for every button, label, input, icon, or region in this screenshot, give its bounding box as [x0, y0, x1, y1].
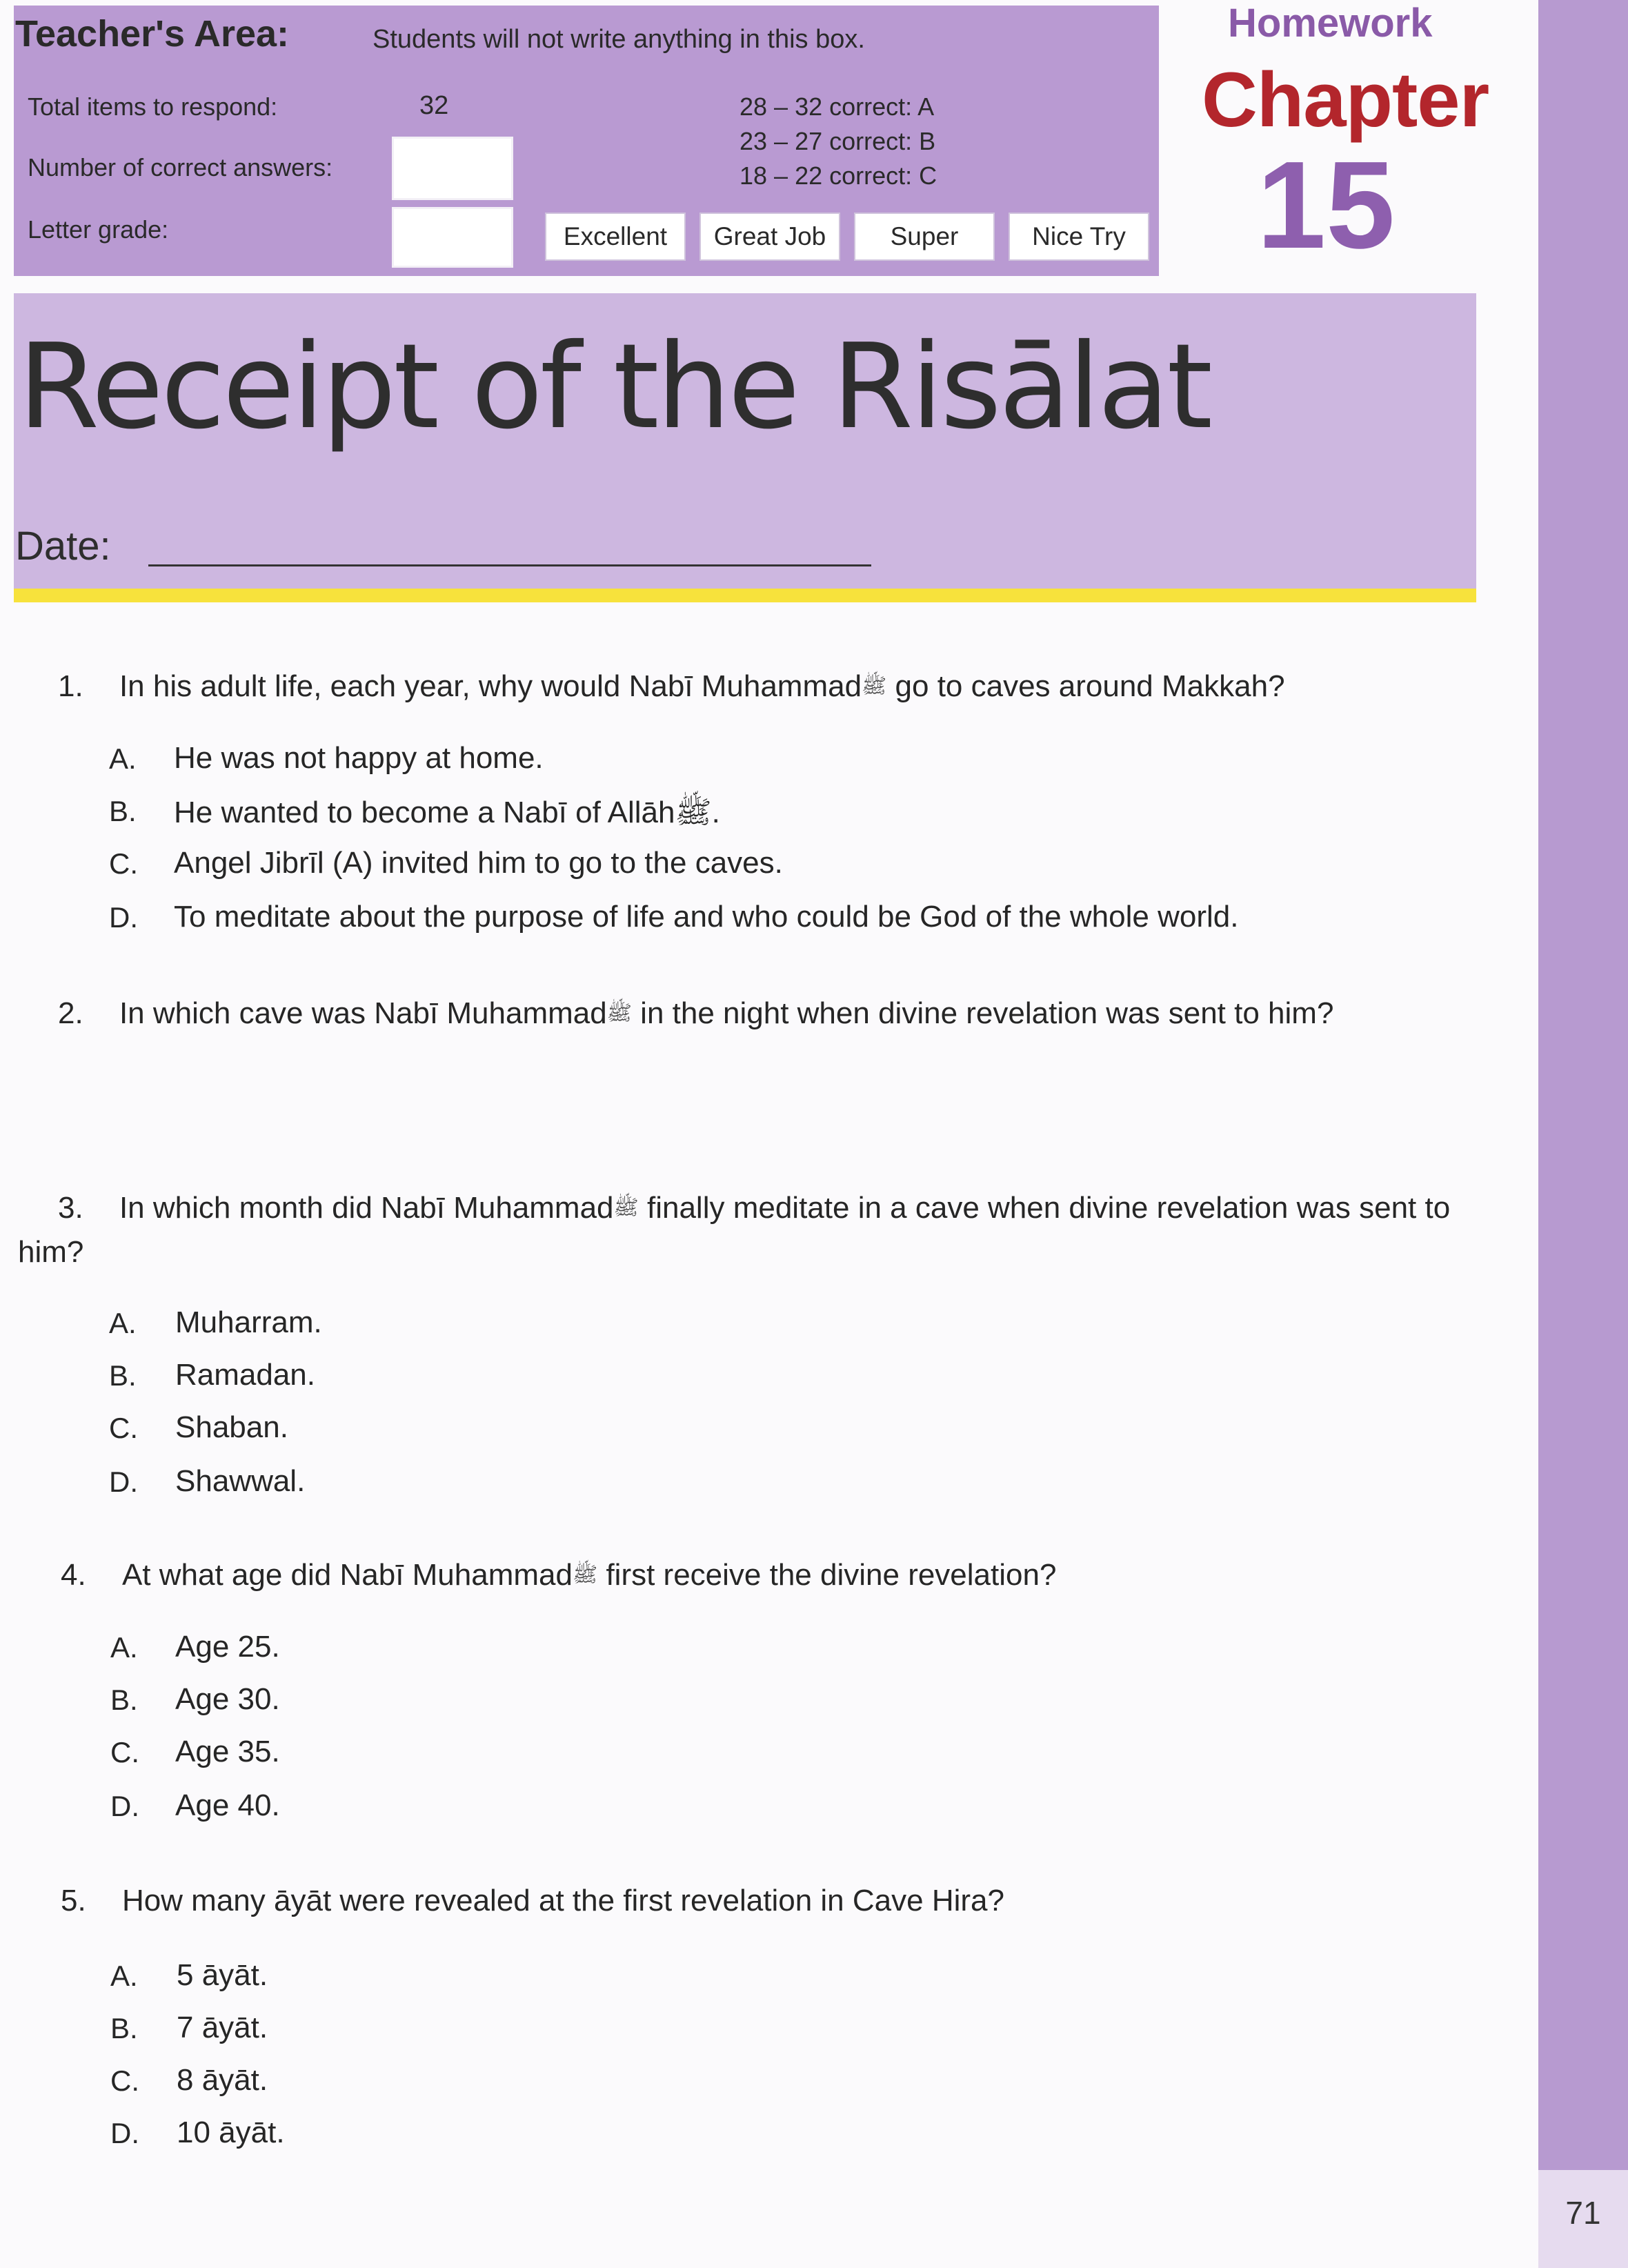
- option-text: 5 āyāt.: [177, 1958, 268, 1992]
- homework-label: Homework: [1228, 1, 1433, 46]
- page-number: 71: [1565, 2195, 1601, 2231]
- option-text: 8 āyāt.: [177, 2063, 268, 2097]
- option-text: He wanted to become a Nabī of Allāhﷺ.: [174, 796, 720, 829]
- option-letter: C.: [109, 847, 138, 880]
- question-number: 2.: [58, 996, 83, 1030]
- option-letter: D.: [110, 2117, 139, 2149]
- option-letter: D.: [110, 1790, 139, 1822]
- option-text: Muharram.: [175, 1305, 322, 1339]
- option-text: Age 30.: [175, 1682, 280, 1716]
- teacher-area-note: Students will not write anything in this box.: [373, 25, 865, 54]
- option-letter: B.: [109, 1359, 137, 1392]
- letter-grade-input[interactable]: [392, 207, 513, 268]
- option-text: Age 40.: [175, 1788, 280, 1822]
- question-text: In which month did Nabī Muhammad: [119, 1191, 614, 1225]
- question-number: 3.: [58, 1191, 83, 1225]
- question-text-end: go to caves around Makkah?: [886, 669, 1285, 703]
- honorific-glyph: ﷺ: [572, 1563, 598, 1586]
- question-3: [58, 1191, 1450, 1225]
- sidebar-stripe: [1538, 0, 1628, 2170]
- option-text: Angel Jibrīl (A) invited him to go to the caves.: [174, 846, 783, 880]
- option-letter: B.: [110, 1684, 138, 1716]
- option-text: 7 āyāt.: [177, 2011, 268, 2044]
- option-letter: A.: [110, 1631, 138, 1664]
- teacher-area-title: Teacher's Area:: [15, 13, 290, 55]
- option-letter: A.: [109, 1307, 137, 1339]
- question-1: [58, 669, 1285, 704]
- option-letter: B.: [109, 795, 137, 827]
- honorific-glyph: ﷺ: [606, 1001, 632, 1025]
- option-letter: C.: [110, 1736, 139, 1768]
- option-letter: D.: [109, 1466, 138, 1498]
- option-letter: C.: [110, 2064, 139, 2097]
- question-number: 5.: [61, 1884, 86, 1917]
- option-text: Age 35.: [175, 1735, 280, 1768]
- teacher-area-box: [14, 6, 1159, 276]
- option-text: Age 25.: [175, 1630, 280, 1664]
- total-items-label: Total items to respond:: [28, 92, 278, 121]
- question-number: 4.: [61, 1558, 86, 1592]
- yellow-divider: [14, 589, 1476, 602]
- grading-scale-c: 18 – 22 correct: C: [739, 161, 937, 190]
- option-text: 10 āyāt.: [177, 2116, 285, 2149]
- option-letter: A.: [109, 742, 137, 775]
- option-text: To meditate about the purpose of life and who could be God of the whole world.: [174, 900, 1239, 934]
- question-text-end: finally meditate in a cave when divine revelation was sent to: [638, 1191, 1451, 1225]
- correct-answers-input[interactable]: [392, 137, 513, 200]
- question-5: [61, 1884, 1004, 1918]
- honorific-glyph: ﷺ: [862, 674, 887, 698]
- question-text: In which cave was Nabī Muhammad: [119, 996, 607, 1030]
- question-text: At what age did Nabī Muhammad: [121, 1558, 573, 1592]
- option-text: He was not happy at home.: [174, 741, 544, 775]
- praise-excellent-box[interactable]: Excellent: [545, 213, 686, 261]
- option-letter: A.: [110, 1960, 138, 1992]
- correct-answers-label: Number of correct answers:: [28, 153, 333, 181]
- praise-nice-try-box[interactable]: Nice Try: [1009, 213, 1149, 261]
- option-text: Shaban.: [175, 1410, 288, 1444]
- question-text-end: in the night when divine revelation was sent to him?: [631, 996, 1334, 1030]
- grading-scale-a: 28 – 32 correct: A: [739, 92, 935, 121]
- question-3-continuation: him?: [18, 1235, 84, 1269]
- chapter-number: 15: [1257, 136, 1396, 275]
- page-title: Receipt of the Risālat: [18, 319, 1211, 455]
- total-items-value: 32: [419, 91, 449, 120]
- option-text: Shawwal.: [175, 1464, 306, 1498]
- option-letter: B.: [110, 2012, 138, 2044]
- honorific-glyph: ﷺ: [613, 1196, 639, 1219]
- option-letter: C.: [109, 1412, 138, 1444]
- date-label: Date:: [15, 524, 111, 569]
- question-text: In his adult life, each year, why would Nabī Muhammad: [119, 669, 862, 703]
- question-text: How many āyāt were revealed at the first revelation in Cave Hira?: [121, 1884, 1004, 1917]
- question-4: [61, 1558, 1056, 1592]
- grading-scale-b: 23 – 27 correct: B: [739, 127, 936, 155]
- praise-great-job-box[interactable]: Great Job: [699, 213, 840, 261]
- question-2: [58, 996, 1333, 1031]
- praise-super-box[interactable]: Super: [854, 213, 995, 261]
- question-number: 1.: [58, 669, 83, 703]
- letter-grade-label: Letter grade:: [28, 215, 169, 244]
- option-letter: D.: [109, 901, 138, 934]
- option-text: Ramadan.: [175, 1358, 316, 1392]
- chapter-label: Chapter: [1202, 57, 1489, 143]
- question-text-end: first receive the divine revelation?: [597, 1558, 1057, 1592]
- date-field[interactable]: [148, 564, 871, 566]
